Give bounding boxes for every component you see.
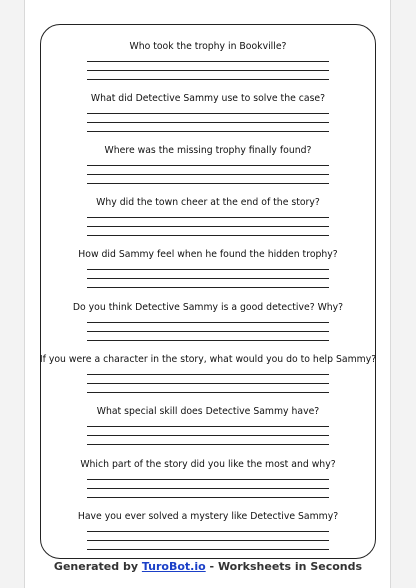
- answer-line[interactable]: [87, 549, 329, 550]
- answer-line[interactable]: [87, 374, 329, 375]
- question-1: Who took the trophy in Bookville?: [129, 41, 287, 52]
- answer-line[interactable]: [87, 340, 329, 341]
- answer-line[interactable]: [87, 174, 329, 175]
- answer-line[interactable]: [87, 122, 329, 123]
- question-7: If you were a character in the story, what would you do to help Sammy?: [39, 354, 377, 365]
- answer-line[interactable]: [87, 287, 329, 288]
- answer-line[interactable]: [87, 540, 329, 541]
- question-4: Why did the town cheer at the end of the story?: [96, 197, 320, 208]
- answer-line[interactable]: [87, 392, 329, 393]
- answer-line[interactable]: [87, 322, 329, 323]
- question-2: What did Detective Sammy use to solve the case?: [90, 93, 326, 104]
- answer-line[interactable]: [87, 226, 329, 227]
- footer-prefix: Generated by: [53, 560, 139, 573]
- answer-line[interactable]: [87, 269, 329, 270]
- answer-line[interactable]: [87, 278, 329, 279]
- answer-line[interactable]: [87, 531, 329, 532]
- answer-line[interactable]: [87, 488, 329, 489]
- question-3: Where was the missing trophy finally found?: [104, 145, 312, 156]
- answer-line[interactable]: [87, 383, 329, 384]
- question-8: What special skill does Detective Sammy have?: [96, 406, 320, 417]
- footer: [0, 560, 416, 574]
- question-10: Have you ever solved a mystery like Detective Sammy?: [77, 511, 339, 522]
- question-6: Do you think Detective Sammy is a good detective? Why?: [72, 302, 344, 313]
- turobot-link[interactable]: TuroBot.io: [141, 560, 206, 573]
- answer-line[interactable]: [87, 217, 329, 218]
- question-5: How did Sammy feel when he found the hidden trophy?: [78, 249, 338, 260]
- answer-line[interactable]: [87, 479, 329, 480]
- answer-line[interactable]: [87, 61, 329, 62]
- question-9: Which part of the story did you like the most and why?: [80, 459, 336, 470]
- answer-line[interactable]: [87, 165, 329, 166]
- answer-line[interactable]: [87, 79, 329, 80]
- answer-line[interactable]: [87, 131, 329, 132]
- footer-suffix: - Worksheets in Seconds: [209, 560, 363, 573]
- answer-line[interactable]: [87, 183, 329, 184]
- answer-line[interactable]: [87, 331, 329, 332]
- answer-line[interactable]: [87, 113, 329, 114]
- answer-line[interactable]: [87, 426, 329, 427]
- answer-line[interactable]: [87, 435, 329, 436]
- answer-line[interactable]: [87, 235, 329, 236]
- answer-line[interactable]: [87, 497, 329, 498]
- answer-line[interactable]: [87, 444, 329, 445]
- answer-line[interactable]: [87, 70, 329, 71]
